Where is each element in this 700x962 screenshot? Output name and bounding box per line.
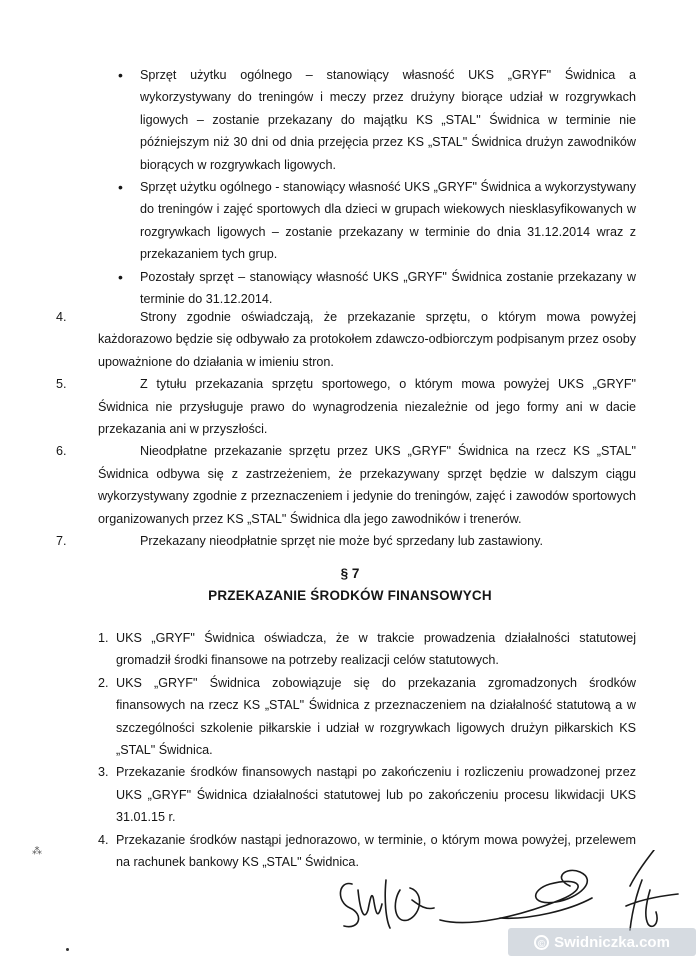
watermark bbox=[508, 928, 696, 956]
bullet-icon: • bbox=[118, 179, 123, 196]
watermark-text: Swidniczka.com bbox=[554, 933, 670, 951]
section-item-text: UKS „GRYF" Świdnica zobowiązuje się do przekazania zgromadzonych środków finansowych na rzecz KS „STAL" Świdnica z przeznaczeniem na działalność statutową a w szczególności szkolenie piłkarskie i udział w rozgrywkach ligowych drużyn piłkarskich KS „STAL" Świdnica. bbox=[116, 675, 636, 758]
paragraph-number: 6. bbox=[56, 444, 67, 459]
section-number: § 7 bbox=[340, 566, 360, 581]
bullet-item bbox=[114, 176, 636, 266]
paragraph-number: 5. bbox=[56, 377, 67, 392]
copyright-icon: © bbox=[534, 935, 549, 950]
signature-3 bbox=[440, 870, 592, 922]
section-item-number: 2. bbox=[98, 675, 109, 690]
signatures-image bbox=[330, 850, 690, 940]
paragraph-item bbox=[56, 306, 636, 373]
bullet-icon: • bbox=[118, 67, 123, 83]
bullet-text: Pozostały sprzęt – stanowiący własność UKS „GRYF" Świdnica zostanie przekazany w terminie do 31.12.2014. bbox=[140, 269, 636, 307]
section-item bbox=[98, 627, 636, 672]
section-item-list bbox=[98, 627, 636, 873]
scan-dot bbox=[66, 948, 69, 951]
paragraph-item bbox=[56, 440, 636, 530]
section-item bbox=[98, 761, 636, 828]
section-item-number: 3. bbox=[98, 765, 109, 780]
equipment-bullet-list bbox=[114, 64, 636, 310]
bullet-item bbox=[114, 266, 636, 311]
signature-4 bbox=[626, 850, 678, 930]
paragraph-text: Z tytułu przekazania sprzętu sportowego, o którym mowa powyżej UKS „GRYF" Świdnica nie przysługuje prawo do wynagrodzenia niezależnie od jego formy ani w dacie przekazania ani w przyszłości. bbox=[98, 377, 636, 437]
paragraph-text: Nieodpłatne przekazanie sprzętu przez UKS „GRYF" Świdnica na rzecz KS „STAL" Świdnica odbywa się z zastrzeżeniem, że przekazywany sprzęt będzie w dalszym ciągu wykorzystywany zgodnie z przeznaczeniem i jedynie do treningów, zajęć i zawodów sportowych organizowanych przez KS „STAL" Świdnica dla jego zawodników i trenerów. bbox=[98, 444, 636, 526]
bullet-text: Sprzęt użytku ogólnego - stanowiący własność UKS „GRYF" Świdnica a wykorzystywany do treningów i zajęć sportowych dla dzieci w grupach wiekowych niesklasyfikowanych w rozgrywkach ligowych – zostanie przekazany w terminie do dnia 31.12.2014 wraz z przekazaniem tych grup. bbox=[140, 180, 636, 262]
paragraph-text: Strony zgodnie oświadczają, że przekazanie sprzętu, o którym mowa powyżej każdorazowo będzie się odbywało za protokołem zdawczo-odbiorczym podpisanym przez osoby upoważnione do działania w imieniu stron. bbox=[98, 310, 636, 369]
bullet-text: Sprzęt użytku ogólnego – stanowiący własność UKS „GRYF" Świdnica a wykorzystywany do treningów i meczy przez drużyny biorące udział w rozgrywkach ligowych – zostanie przekazany do majątku KS „STAL" Świdnica w terminie nie późniejszym niż 30 dni od dnia przejęcia przez KS „STAL" Świdnica drużyn zawodników biorących w rozgrywkach ligowych. bbox=[140, 68, 636, 172]
section-item-text: Przekazanie środków nastąpi jednorazowo, w terminie, o którym mowa powyżej, przelewem na rachunek bankowy KS „STAL" Świdnica. bbox=[116, 832, 636, 870]
paragraph-list bbox=[56, 306, 636, 552]
section-item-number: 1. bbox=[98, 631, 109, 645]
section-item bbox=[98, 672, 636, 762]
signature-1 bbox=[340, 880, 390, 928]
section-item-text: UKS „GRYF" Świdnica oświadcza, że w trakcie prowadzenia działalności statutowej gromadził środki finansowe na potrzeby realizacji celów statutowych. bbox=[116, 631, 636, 668]
bullet-icon: • bbox=[118, 268, 123, 285]
section-item-text: Przekazanie środków finansowych nastąpi po zakończeniu i rozliczeniu prowadzonej przez UKS „GRYF" Świdnica działalności statutowej lub po zakończeniu procesu likwidacji UKS 31.01.15 r. bbox=[116, 765, 636, 825]
paragraph-item bbox=[56, 530, 636, 552]
paragraph-number: 4. bbox=[56, 310, 67, 324]
paragraph-text: Przekazany nieodpłatnie sprzęt nie może być sprzedany lub zastawiony. bbox=[140, 534, 543, 549]
paragraph-number: 7. bbox=[56, 534, 67, 549]
signature-2 bbox=[395, 888, 434, 920]
bullet-item bbox=[114, 64, 636, 176]
section-item-number: 4. bbox=[98, 832, 109, 847]
margin-mark: ⁂ bbox=[32, 846, 42, 857]
paragraph-item bbox=[56, 373, 636, 440]
section-title: PRZEKAZANIE ŚRODKÓW FINANSOWYCH bbox=[208, 588, 492, 603]
